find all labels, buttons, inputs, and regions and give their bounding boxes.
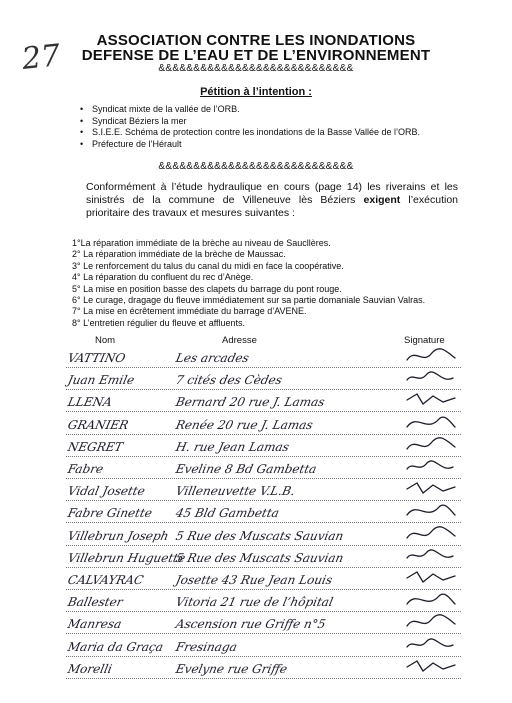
handwritten-signature (405, 479, 459, 497)
signatory-name: Fabre Ginette (66, 506, 154, 521)
signatory-name: Ballester (66, 595, 125, 610)
signatory-name: Morelli (66, 661, 114, 676)
signatory-address: 5 Rue des Muscats Sauvian (174, 528, 345, 543)
signatory-name: Fabre (66, 462, 105, 476)
signatory-name: Villebrun Joseph (66, 528, 170, 543)
intro-text: Conformément à l’étude hydraulique en cours (page 14) les riverains et les sinistrés de la commune de Villeneuve lès Béziers (86, 181, 458, 206)
work-item: 2° La réparation immédiate de la brèche de Maussac. (72, 249, 286, 260)
work-item: 7° La mise en écrêtement immédiate du barrage d’AVENE. (72, 306, 307, 317)
work-item: 3° Le renforcement du talus du canal du midi en face la coopérative. (72, 260, 344, 271)
handwritten-signature (405, 501, 459, 519)
signatory-address: Fresinaga (174, 639, 239, 654)
handwritten-signature (405, 612, 459, 630)
handwritten-signature (405, 413, 459, 431)
intro-paragraph (86, 181, 458, 220)
work-item: 6° Le curage, dragage du fleuve immédiatement sur sa partie domaniale Sauvian Valras. (72, 295, 426, 306)
intro-text-end: l’exécution prioritaire des travaux et mesures suivantes : (86, 194, 458, 219)
intro-bold-word: exigent (363, 194, 401, 206)
signatory-address: Villeneuvette V.L.B. (174, 484, 297, 499)
recipient-item: • S.I.E.E. Schéma de protection contre les inondations de la Basse Vallée de l’ORB. (92, 127, 420, 139)
signatory-name: VATTINO (66, 351, 127, 365)
signatory-name: Villebrun Huguette (66, 550, 187, 565)
column-header-address: Adresse (222, 335, 257, 346)
handwritten-signature (405, 457, 459, 475)
signatory-name: LLENA (66, 395, 114, 410)
signatory-name: CALVAYRAC (66, 573, 145, 587)
signatory-address: 45 Bld Gambetta (174, 506, 281, 521)
signatory-address: Renée 20 rue J. Lamas (174, 417, 315, 432)
handwritten-page-number: 27 (20, 38, 62, 77)
handwritten-signature (405, 546, 459, 564)
association-subtitle: DEFENSE DE L’EAU ET DE L’ENVIRONNEMENT (81, 47, 431, 64)
signatory-address: 7 cités des Cèdes (174, 373, 284, 388)
recipient-item: • Préfecture de l’Hérault (92, 139, 420, 151)
work-item: 4° La réparation du confluent du rec d’Anège. (72, 272, 254, 283)
work-item: 8° L’entretien régulier du fleuve et affluents. (72, 317, 246, 328)
column-header-signature: Signature (404, 335, 445, 346)
separator-line: &&&&&&&&&&&&&&&&&&&&&&&&&&&& (158, 161, 354, 172)
recipient-item: • Syndicat mixte de la vallée de l’ORB. (92, 104, 420, 116)
handwritten-signature (405, 368, 459, 386)
signatory-name: Vidal Josette (66, 484, 147, 499)
signatory-address: Evelyne rue Griffe (174, 661, 289, 676)
handwritten-signature (405, 390, 459, 408)
work-item: 5° La mise en position basse des clapets du barrage du pont rouge. (72, 283, 342, 294)
recipient-item: • Syndicat Béziers la mer (92, 116, 420, 128)
petition-heading: Pétition à l’intention : (200, 86, 312, 98)
signatory-address: 5 Rue des Muscats Sauvian (174, 550, 345, 565)
signatory-address: Vitoria 21 rue de l’hôpital (174, 595, 335, 610)
recipient-list (92, 104, 420, 150)
signature-row (66, 654, 461, 679)
signatory-address: Josette 43 Rue Jean Louis (174, 573, 334, 587)
handwritten-signature (405, 590, 459, 608)
signatory-address: Les arcades (174, 351, 251, 365)
signatory-name: Juan Emile (66, 373, 136, 388)
signatory-address: H. rue Jean Lamas (174, 439, 291, 454)
signatory-address: Ascension rue Griffe n°5 (174, 617, 327, 632)
work-item: 1°La réparation immédiate de la brèche au niveau de Saucllères. (72, 238, 331, 248)
handwritten-signature (405, 524, 459, 542)
signatory-name: Maria da Graça (66, 639, 165, 654)
handwritten-signature (405, 346, 459, 364)
signatory-name: NEGRET (66, 439, 125, 454)
column-header-name: Nom (95, 335, 116, 346)
signatory-name: GRANIER (66, 417, 130, 432)
handwritten-signature (405, 635, 459, 653)
handwritten-signature (405, 435, 459, 453)
handwritten-signature (405, 568, 459, 586)
signatory-address: Bernard 20 rue J. Lamas (174, 395, 327, 410)
signatory-address: Eveline 8 Bd Gambetta (174, 462, 318, 476)
association-title: ASSOCIATION CONTRE LES INONDATIONS (96, 32, 416, 49)
handwritten-signature (405, 657, 459, 675)
separator-line: &&&&&&&&&&&&&&&&&&&&&&&&&&&& (158, 63, 354, 74)
signatory-name: Manresa (66, 617, 123, 632)
works-list (72, 238, 425, 329)
